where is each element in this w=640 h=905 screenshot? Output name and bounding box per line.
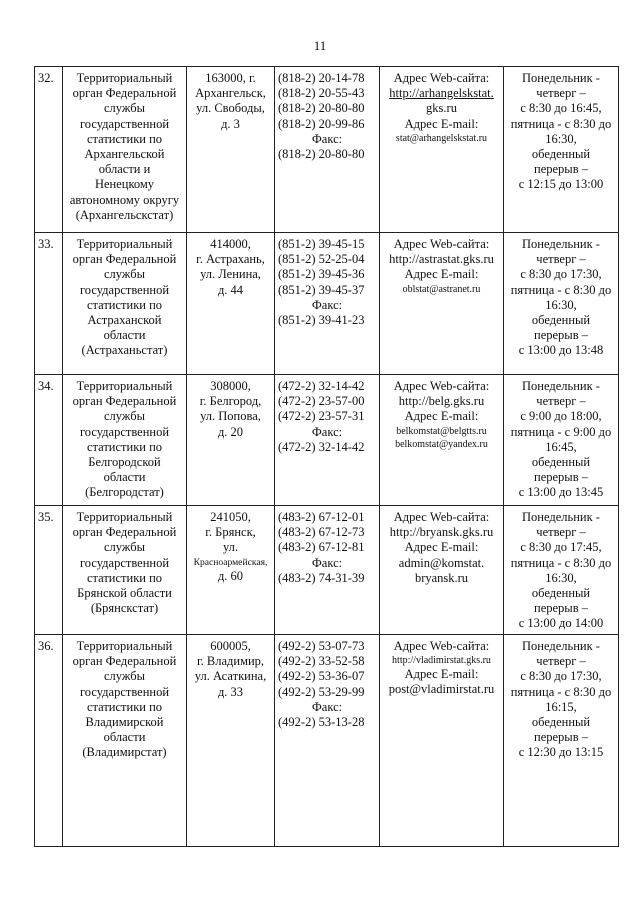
web-label: Адрес Web-сайта:	[393, 379, 490, 393]
address-line: 308000,	[210, 379, 251, 393]
office-name-line: области и	[98, 162, 151, 177]
office-name-line: Территориальный	[76, 379, 173, 393]
postal-address	[187, 67, 275, 233]
office-name-line: государственной	[79, 424, 170, 439]
web-contacts	[380, 635, 504, 847]
phone-number: (818-2) 20-99-86	[278, 116, 365, 131]
fax-label: Факс:	[311, 424, 343, 439]
hours-line: перерыв –	[534, 470, 588, 485]
phone-numbers	[275, 233, 380, 375]
web-contacts	[380, 506, 504, 635]
office-name-line: автономному округу	[69, 192, 180, 207]
row-number: 36.	[35, 635, 63, 847]
web-label: Адрес Web-сайта:	[393, 510, 490, 524]
email-label: Адрес E-mail:	[404, 540, 479, 555]
office-name-line: орган Федеральной	[72, 525, 177, 540]
hours-line: с 13:00 до 13:45	[518, 485, 604, 500]
office-name-line: службы	[103, 669, 146, 684]
phone-number: (472-2) 23-57-00	[278, 394, 365, 409]
address-line: 414000,	[210, 237, 251, 251]
row-number: 32.	[35, 67, 63, 233]
email-address[interactable]: post@vladimirstat.ru	[388, 682, 495, 697]
office-name-line: орган Федеральной	[72, 252, 177, 267]
office-name	[63, 233, 187, 375]
phone-number: (472-2) 23-57-31	[278, 409, 365, 424]
address-line: 163000, г.	[205, 71, 256, 85]
hours-line: Понедельник -	[522, 237, 600, 251]
office-name-line: области	[103, 730, 146, 745]
phone-number: (483-2) 67-12-81	[278, 540, 365, 555]
office-name-line: орган Федеральной	[72, 654, 177, 669]
office-name-line: Владимирской	[85, 715, 164, 730]
postal-address	[187, 635, 275, 847]
working-hours	[504, 233, 619, 375]
web-label: Адрес Web-сайта:	[393, 237, 490, 251]
email-label: Адрес E-mail:	[404, 409, 479, 424]
hours-line: обеденный	[531, 147, 591, 162]
web-label: Адрес Web-сайта:	[393, 71, 490, 85]
fax-label: Факс:	[311, 131, 343, 146]
phone-number: (851-2) 39-45-15	[278, 237, 365, 251]
row-number: 35.	[35, 506, 63, 635]
postal-address	[187, 233, 275, 375]
office-name-line: Территориальный	[76, 510, 173, 524]
row-number: 33.	[35, 233, 63, 375]
fax-number: (492-2) 53-13-28	[278, 715, 365, 730]
phone-number: (472-2) 32-14-42	[278, 379, 365, 393]
office-name	[63, 506, 187, 635]
website-link[interactable]: http://astrastat.gks.ru	[389, 252, 494, 267]
working-hours	[504, 375, 619, 506]
office-name-line: (Архангельскстат)	[75, 207, 174, 222]
hours-line: четверг –	[536, 654, 586, 669]
postal-address	[187, 506, 275, 635]
hours-line: пятница - с 8:30 до	[510, 684, 612, 699]
phone-number: (851-2) 39-45-36	[278, 267, 365, 282]
address-line: д. 33	[217, 684, 244, 699]
address-line: д. 60	[217, 568, 244, 583]
hours-line: с 9:00 до 18:00,	[520, 409, 602, 424]
office-name	[63, 375, 187, 506]
office-name	[63, 635, 187, 847]
table-row	[35, 506, 619, 635]
hours-line: пятница - с 8:30 до	[510, 282, 612, 297]
office-name-line: статистики по	[86, 570, 163, 585]
hours-line: с 13:00 до 14:00	[518, 616, 604, 631]
email-address[interactable]: bryansk.ru	[414, 570, 469, 585]
office-name-line: Территориальный	[76, 71, 173, 85]
hours-line: с 8:30 до 17:30,	[520, 669, 602, 684]
hours-line: обеденный	[531, 586, 591, 601]
hours-line: с 8:30 до 17:30,	[520, 267, 602, 282]
fax-number: (818-2) 20-80-80	[278, 147, 365, 162]
fax-label: Факс:	[311, 297, 343, 312]
phone-numbers	[275, 635, 380, 847]
fax-label: Факс:	[311, 555, 343, 570]
address-line: Архангельск,	[195, 86, 266, 101]
office-name-line: Ненецкому	[94, 177, 155, 192]
address-line: г. Владимир,	[196, 654, 265, 669]
phone-number: (492-2) 53-07-73	[278, 639, 365, 653]
fax-number: (472-2) 32-14-42	[278, 439, 365, 454]
hours-line: с 8:30 до 16:45,	[520, 101, 602, 116]
hours-line: обеденный	[531, 313, 591, 328]
email-label: Адрес E-mail:	[404, 267, 479, 282]
address-line: 241050,	[210, 510, 251, 524]
row-number: 34.	[35, 375, 63, 506]
table-row	[35, 635, 619, 847]
office-name-line: государственной	[79, 684, 170, 699]
web-contacts	[380, 233, 504, 375]
address-line: ул. Свободы,	[196, 101, 265, 116]
office-name-line: Архангельской	[84, 147, 165, 162]
office-name-line: области	[103, 470, 146, 485]
phone-number: (818-2) 20-55-43	[278, 86, 365, 101]
address-line: ул. Ленина,	[200, 267, 261, 282]
office-name-line: службы	[103, 267, 146, 282]
email-address[interactable]: admin@komstat.	[398, 555, 485, 570]
address-line: ул.	[222, 540, 239, 555]
hours-line: 16:30,	[545, 297, 577, 312]
phone-number: (492-2) 53-36-07	[278, 669, 365, 684]
address-line: д. 3	[221, 116, 240, 131]
phone-numbers	[275, 375, 380, 506]
hours-line: 16:30,	[545, 131, 577, 146]
email-address[interactable]: belkomstat@yandex.ru	[395, 438, 488, 450]
office-name-line: статистики по	[86, 297, 163, 312]
office-name-line: статистики по	[86, 439, 163, 454]
phone-number: (851-2) 39-45-37	[278, 282, 365, 297]
office-name-line: государственной	[79, 116, 170, 131]
hours-line: с 13:00 до 13:48	[518, 343, 604, 358]
phone-numbers	[275, 506, 380, 635]
hours-line: перерыв –	[534, 730, 588, 745]
web-contacts	[380, 67, 504, 233]
office-name-line: (Белгородстат)	[85, 485, 164, 500]
website-link[interactable]: http://vladimirstat.gks.ru	[392, 655, 491, 667]
phone-number: (818-2) 20-14-78	[278, 71, 365, 85]
address-line: д. 20	[217, 424, 244, 439]
office-name-line: службы	[103, 409, 146, 424]
table-row	[35, 233, 619, 375]
address-line: ул. Асаткина,	[194, 669, 267, 684]
table-row	[35, 67, 619, 233]
hours-line: пятница - с 9:00 до	[510, 424, 612, 439]
office-name-line: Брянской области	[77, 586, 172, 601]
hours-line: 16:15,	[545, 699, 577, 714]
website-link[interactable]: http://bryansk.gks.ru	[389, 525, 494, 540]
office-name-line: орган Федеральной	[72, 394, 177, 409]
hours-line: перерыв –	[534, 601, 588, 616]
office-name-line: Астраханской	[87, 313, 162, 328]
email-label: Адрес E-mail:	[404, 116, 479, 131]
website-link[interactable]: gks.ru	[426, 101, 457, 116]
hours-line: четверг –	[536, 525, 586, 540]
working-hours	[504, 635, 619, 847]
hours-line: четверг –	[536, 252, 586, 267]
office-name-line: государственной	[79, 282, 170, 297]
phone-number: (483-2) 67-12-73	[278, 525, 365, 540]
phone-number: (492-2) 53-29-99	[278, 684, 365, 699]
office-name-line: (Астраханьстат)	[81, 343, 168, 358]
territorial-offices-table	[34, 66, 619, 847]
hours-line: обеденный	[531, 455, 591, 470]
office-name-line: службы	[103, 540, 146, 555]
email-address[interactable]: belkomstat@belgtts.ru	[396, 425, 487, 437]
hours-line: пятница - с 8:30 до	[510, 555, 612, 570]
website-link[interactable]: http://arhangelskstat.	[389, 86, 494, 101]
office-name-line: службы	[103, 101, 146, 116]
address-line: г. Белгород,	[199, 394, 262, 409]
email-address[interactable]: stat@arhangelskstat.ru	[395, 132, 488, 144]
postal-address	[187, 375, 275, 506]
hours-line: 16:30,	[545, 570, 577, 585]
office-name	[63, 67, 187, 233]
hours-line: с 12:30 до 13:15	[518, 745, 604, 760]
office-name-line: Территориальный	[76, 639, 173, 653]
office-name-line: статистики по	[86, 699, 163, 714]
website-link[interactable]: http://belg.gks.ru	[398, 394, 485, 409]
fax-number: (483-2) 74-31-39	[278, 570, 365, 585]
web-contacts	[380, 375, 504, 506]
office-name-line: Территориальный	[76, 237, 173, 251]
address-line: Красноармейская,	[193, 556, 268, 568]
hours-line: 16:45,	[545, 439, 577, 454]
fax-label: Факс:	[311, 699, 343, 714]
phone-numbers	[275, 67, 380, 233]
office-name-line: области	[103, 328, 146, 343]
hours-line: Понедельник -	[522, 379, 600, 393]
hours-line: Понедельник -	[522, 510, 600, 524]
working-hours	[504, 67, 619, 233]
working-hours	[504, 506, 619, 635]
hours-line: с 12:15 до 13:00	[518, 177, 604, 192]
hours-line: с 8:30 до 17:45,	[520, 540, 602, 555]
email-address[interactable]: oblstat@astranet.ru	[402, 283, 481, 295]
office-name-line: государственной	[79, 555, 170, 570]
address-line: г. Астрахань,	[196, 252, 265, 267]
address-line: ул. Попова,	[200, 409, 261, 424]
hours-line: Понедельник -	[522, 71, 600, 85]
hours-line: Понедельник -	[522, 639, 600, 653]
phone-number: (818-2) 20-80-80	[278, 101, 365, 116]
office-name-line: (Владимирстат)	[82, 745, 167, 760]
hours-line: перерыв –	[534, 162, 588, 177]
page-number: 11	[313, 38, 327, 53]
hours-line: пятница - с 8:30 до	[510, 116, 612, 131]
hours-line: обеденный	[531, 715, 591, 730]
email-label: Адрес E-mail:	[404, 667, 479, 682]
web-label: Адрес Web-сайта:	[393, 639, 490, 653]
office-name-line: (Брянскстат)	[90, 601, 159, 616]
office-name-line: статистики по	[86, 131, 163, 146]
address-line: д. 44	[217, 282, 244, 297]
phone-number: (483-2) 67-12-01	[278, 510, 365, 524]
address-line: 600005,	[210, 639, 251, 653]
hours-line: четверг –	[536, 394, 586, 409]
hours-line: перерыв –	[534, 328, 588, 343]
phone-number: (851-2) 52-25-04	[278, 252, 365, 267]
table-row	[35, 375, 619, 506]
office-name-line: Белгородской	[88, 455, 161, 470]
fax-number: (851-2) 39-41-23	[278, 313, 365, 328]
phone-number: (492-2) 33-52-58	[278, 654, 365, 669]
address-line: г. Брянск,	[205, 525, 256, 540]
office-name-line: орган Федеральной	[72, 86, 177, 101]
hours-line: четверг –	[536, 86, 586, 101]
